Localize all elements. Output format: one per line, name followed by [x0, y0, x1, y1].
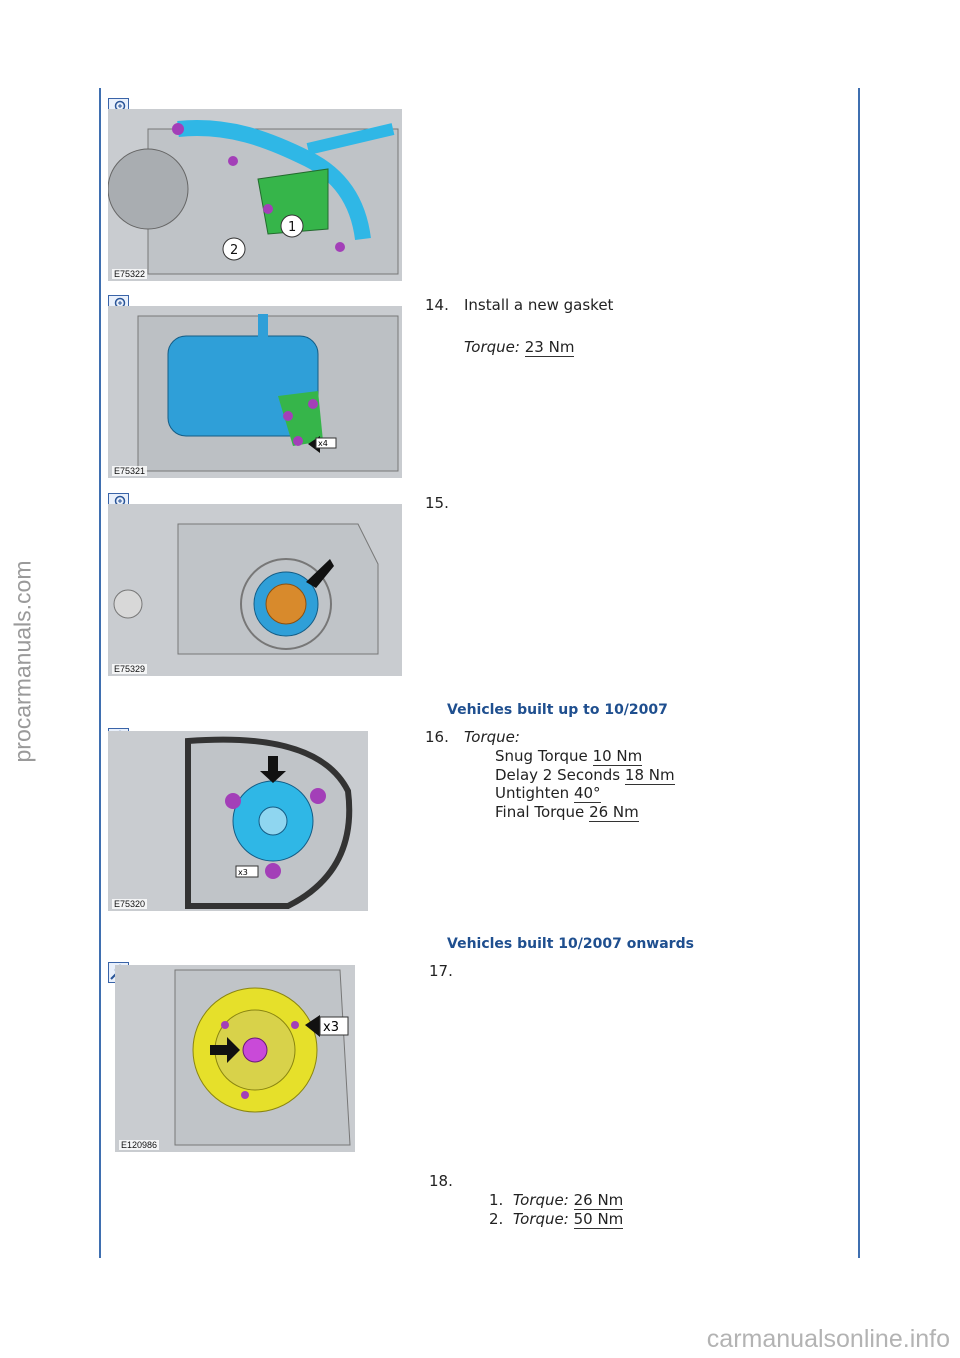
torque-label: Torque:: [512, 1210, 569, 1228]
sub-number: 2.: [489, 1210, 504, 1228]
torque-value[interactable]: 23 Nm: [524, 338, 575, 356]
torque-value[interactable]: 26 Nm: [573, 1191, 624, 1209]
torque-item: [495, 747, 642, 765]
callout-1: 1: [288, 220, 297, 235]
figure-coolant-pipe: [108, 109, 402, 281]
step-number: 16.: [425, 728, 449, 746]
left-border-line: [99, 88, 101, 1258]
step-number: 15.: [425, 494, 449, 512]
bottom-watermark: carmanualsonline.info: [706, 1325, 950, 1353]
figure-caption: E75320: [114, 899, 146, 909]
item-label: Delay 2 Seconds: [495, 766, 621, 784]
torque-item: [495, 784, 601, 802]
step-number: 17.: [429, 962, 453, 980]
item-value[interactable]: 10 Nm: [592, 747, 643, 765]
item-label: Snug Torque: [495, 747, 588, 765]
step-number: 18.: [429, 1172, 453, 1190]
item-label: Final Torque: [495, 803, 585, 821]
step-number: 14.: [425, 296, 449, 314]
torque-label: Torque:: [512, 1191, 569, 1209]
figure-caption: E75329: [114, 664, 146, 674]
torque-label: Torque:: [464, 338, 520, 356]
figure-hub: [108, 731, 368, 911]
section-heading: Vehicles built 10/2007 onwards: [447, 936, 694, 952]
item-value[interactable]: 40°: [573, 784, 601, 802]
figure-pump: [108, 306, 402, 478]
section-heading: Vehicles built up to 10/2007: [447, 702, 668, 718]
right-border-line: [858, 88, 860, 1258]
item-label: Untighten: [495, 784, 570, 802]
side-watermark: procarmanuals.com: [9, 560, 36, 763]
torque-item: [495, 766, 675, 784]
figure-pulley: [115, 965, 355, 1152]
sub-step: [489, 1191, 623, 1209]
torque-item: [495, 803, 639, 821]
sub-step: [489, 1210, 623, 1228]
figure-seal: [108, 504, 402, 676]
figure-caption: E75322: [114, 269, 146, 279]
sub-number: 1.: [489, 1191, 504, 1209]
badge-x3: x3: [238, 868, 248, 877]
item-value[interactable]: 18 Nm: [624, 766, 675, 784]
torque-value[interactable]: 50 Nm: [573, 1210, 624, 1228]
figure-caption: E120986: [121, 1140, 158, 1150]
step-text: Install a new gasket: [464, 296, 614, 314]
callout-2: 2: [230, 243, 239, 258]
torque-line: [464, 338, 574, 356]
item-value[interactable]: 26 Nm: [589, 803, 639, 821]
badge-x4: x4: [318, 439, 328, 448]
badge-x3: x3: [323, 1020, 339, 1035]
figure-caption: E75321: [114, 466, 146, 476]
torque-label: Torque:: [464, 728, 520, 746]
